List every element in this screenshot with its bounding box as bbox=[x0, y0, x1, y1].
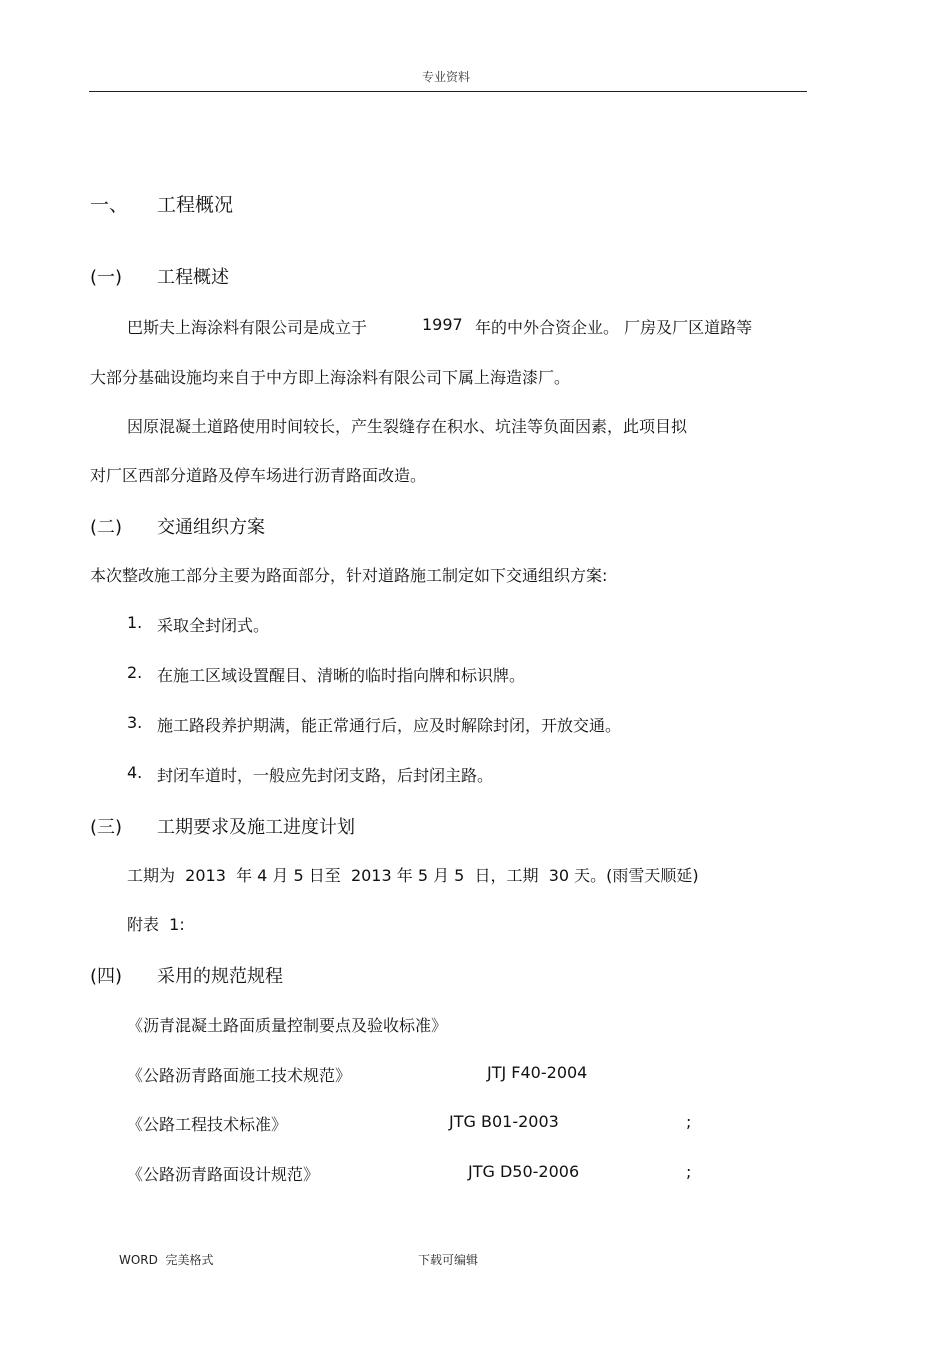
subsection-title: 交通组织方案 bbox=[157, 517, 265, 538]
subsection-number: (二) bbox=[90, 517, 123, 538]
standard-end-mark: ; bbox=[686, 1112, 692, 1131]
standard-code: JTG D50-2006 bbox=[468, 1162, 580, 1181]
standard-code: JTG B01-2003 bbox=[449, 1112, 559, 1131]
subsection-title: 采用的规范规程 bbox=[157, 966, 283, 987]
page-header-title: 专业资料 bbox=[422, 70, 471, 84]
subsection-number: (一) bbox=[90, 267, 123, 288]
paragraph-text: 本次整改施工部分主要为路面部分，针对道路施工制定如下交通组织方案: bbox=[90, 566, 608, 585]
year-value: 1997 bbox=[422, 315, 463, 334]
standard-end-mark: ; bbox=[686, 1162, 692, 1181]
section-title: 工程概况 bbox=[157, 194, 234, 216]
subsection-title: 工期要求及施工进度计划 bbox=[157, 817, 355, 838]
footer-left: WORD 完美格式 bbox=[119, 1253, 214, 1267]
paragraph-text: 因原混凝土道路使用时间较长，产生裂缝存在积水、坑洼等负面因素，此项目拟 bbox=[127, 417, 688, 436]
list-item-text: 在施工区域设置醒目、清晰的临时指向牌和标识牌。 bbox=[157, 666, 526, 685]
subsection-number: (三) bbox=[90, 817, 123, 838]
paragraph-text: 巴斯夫上海涂料有限公司是成立于 bbox=[127, 318, 368, 337]
appendix-label: 附表 1: bbox=[127, 915, 185, 934]
list-item-number: 4. bbox=[127, 763, 143, 782]
list-item-text: 施工路段养护期满，能正常通行后，应及时解除封闭，开放交通。 bbox=[157, 716, 622, 735]
subsection-title: 工程概述 bbox=[157, 267, 229, 288]
list-item-number: 3. bbox=[127, 713, 143, 732]
section-number: 一、 bbox=[90, 194, 129, 216]
standard-name: 《公路沥青路面设计规范》 bbox=[127, 1165, 320, 1184]
standard-name: 《公路沥青路面施工技术规范》 bbox=[127, 1066, 352, 1085]
standard-name: 《沥青混凝土路面质量控制要点及验收标准》 bbox=[127, 1016, 448, 1035]
list-item-number: 1. bbox=[127, 613, 143, 632]
subsection-number: (四) bbox=[90, 966, 123, 987]
list-item-number: 2. bbox=[127, 663, 143, 682]
header-rule bbox=[89, 91, 807, 92]
schedule-text: 工期为 2013 年 4 月 5 日至 2013 年 5 月 5 日，工期 30 天。(雨雪天顺延) bbox=[127, 866, 699, 885]
list-item-text: 采取全封闭式。 bbox=[157, 616, 270, 635]
paragraph-text: 大部分基础设施均来自于中方即上海涂料有限公司下属上海造漆厂。 bbox=[90, 368, 571, 387]
standard-name: 《公路工程技术标准》 bbox=[127, 1115, 288, 1134]
standard-code: JTJ F40-2004 bbox=[487, 1063, 588, 1082]
paragraph-text: 对厂区西部分道路及停车场进行沥青路面改造。 bbox=[90, 466, 427, 485]
footer-center: 下载可编辑 bbox=[418, 1253, 479, 1267]
paragraph-text: 年的中外合资企业。 厂房及厂区道路等 bbox=[475, 318, 753, 337]
list-item-text: 封闭车道时，一般应先封闭支路，后封闭主路。 bbox=[157, 766, 494, 785]
